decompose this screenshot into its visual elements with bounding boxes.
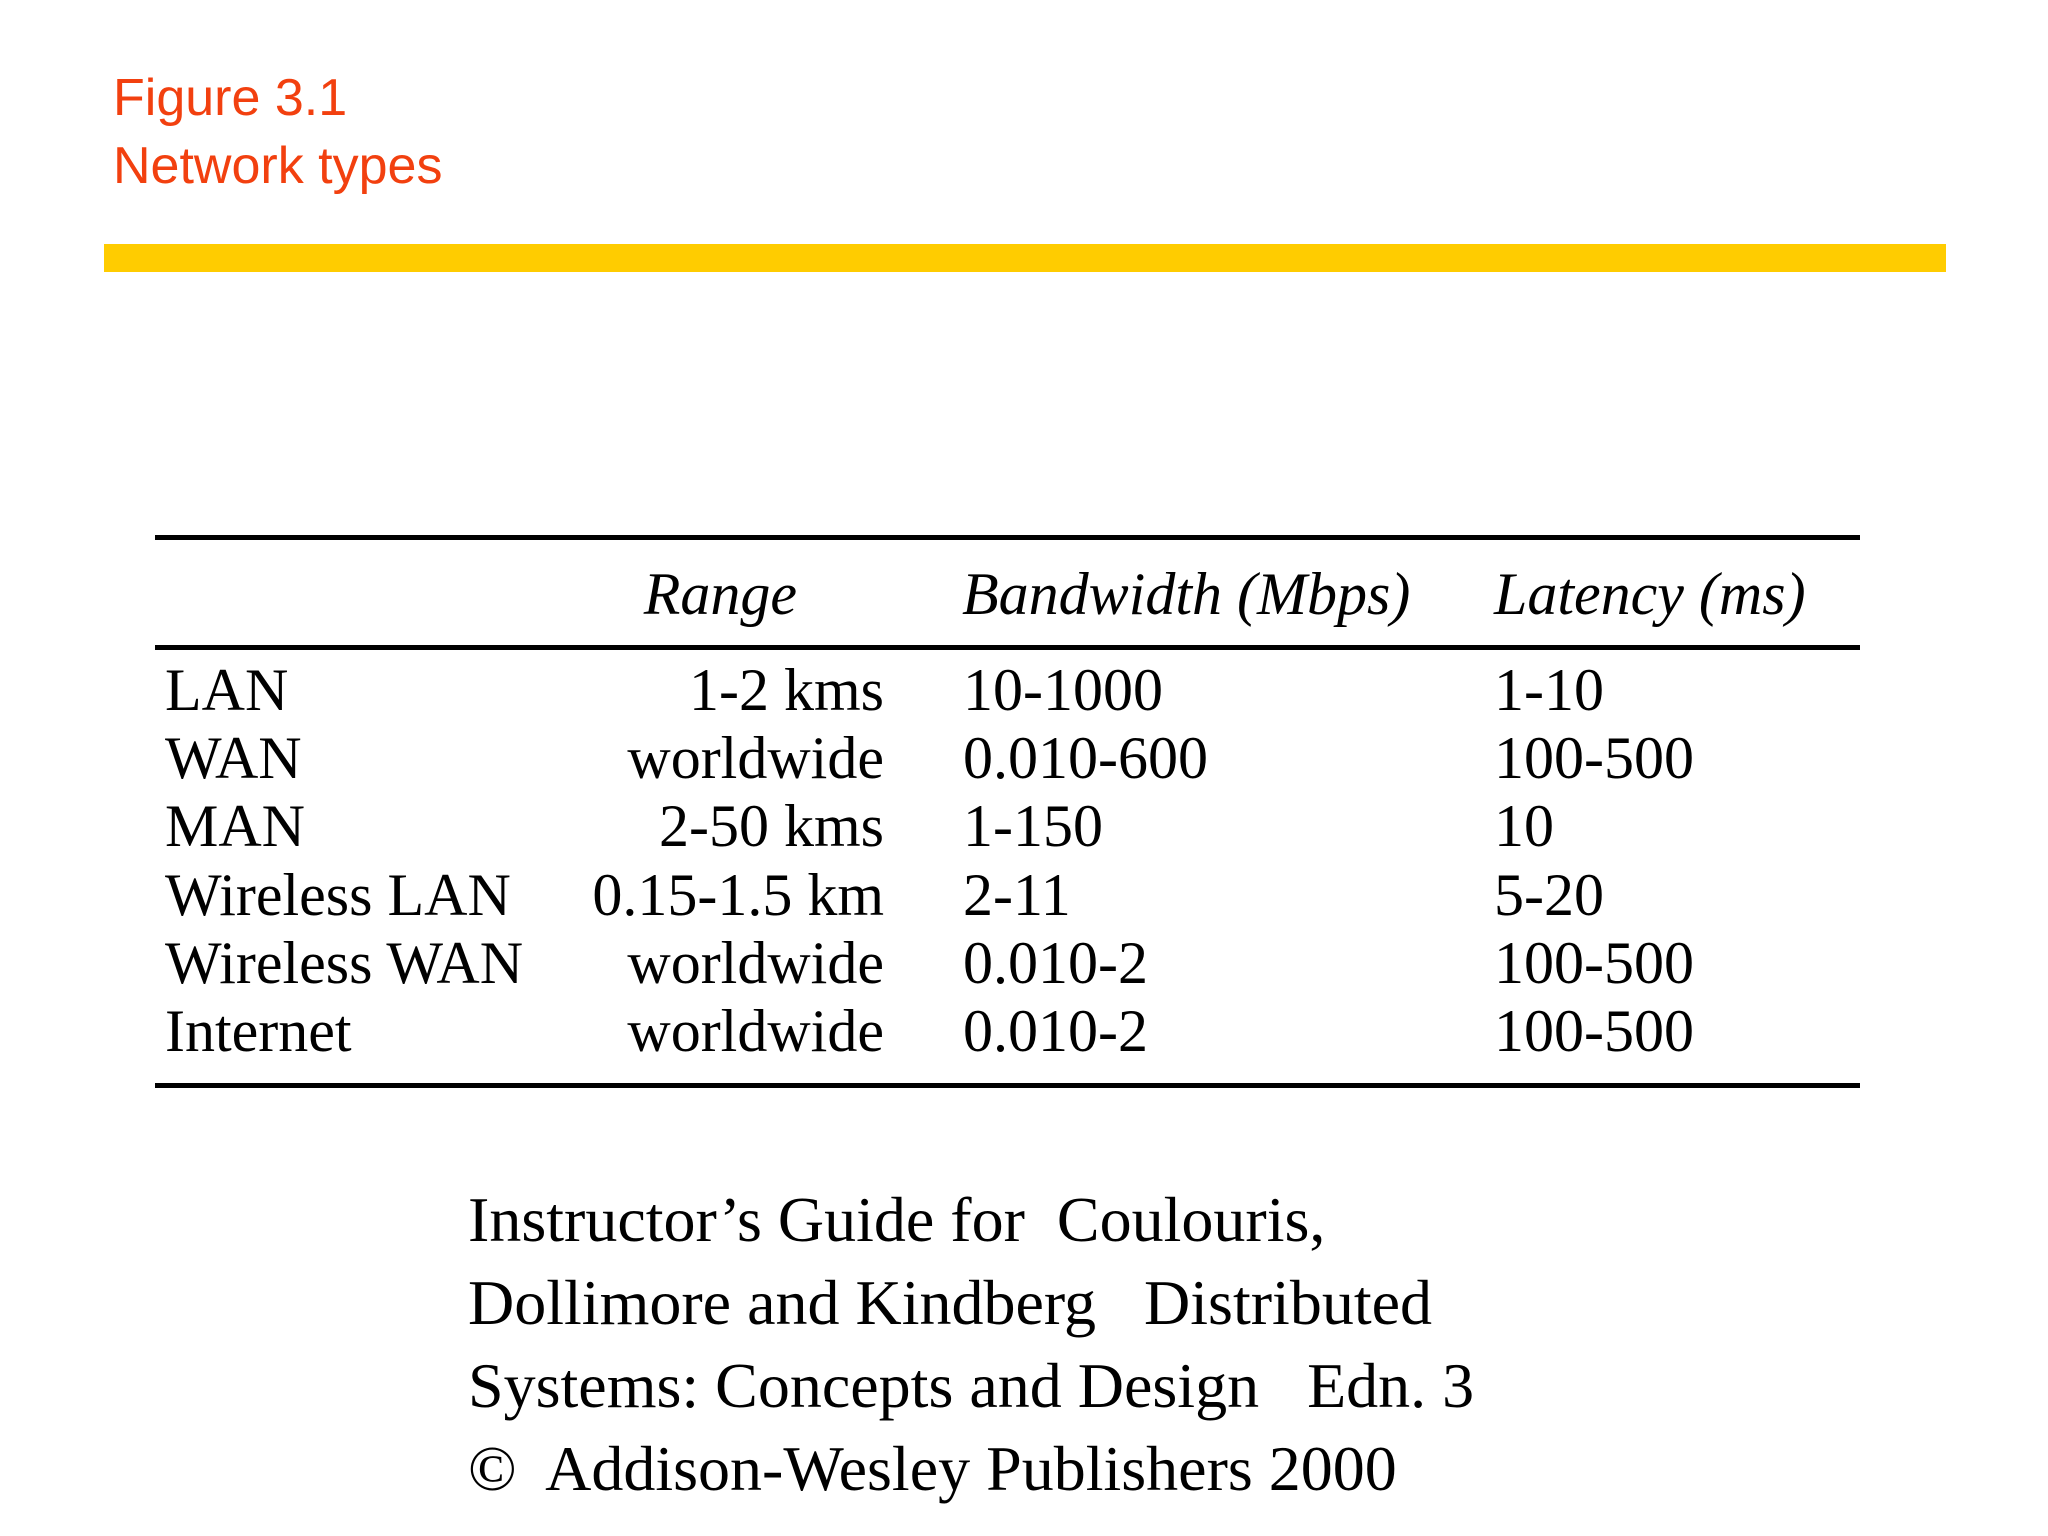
- header-latency: Latency (ms): [1494, 561, 1806, 627]
- copyright-credit: [468, 1178, 1474, 1510]
- figure-number: Figure 3.1: [113, 69, 348, 127]
- row-bandwidth: 1-150: [963, 793, 1103, 859]
- row-range: 0.15-1.5 km: [592, 862, 884, 928]
- credit-line: © Addison-Wesley Publishers 2000: [468, 1433, 1397, 1504]
- credit-line: Dollimore and Kindberg Distributed: [468, 1267, 1432, 1338]
- table-row: [0, 792, 2048, 860]
- row-latency: 10: [1494, 793, 1554, 859]
- header-bandwidth: Bandwidth (Mbps): [962, 561, 1411, 627]
- table-row: [0, 724, 2048, 792]
- row-range: worldwide: [627, 725, 884, 791]
- row-range: worldwide: [627, 930, 884, 996]
- row-name: WAN: [165, 725, 302, 791]
- table-bottom-rule: [155, 1083, 1860, 1088]
- row-latency: 5-20: [1494, 862, 1604, 928]
- figure-caption: Network types: [113, 137, 443, 195]
- row-range: 1-2 kms: [689, 657, 884, 723]
- table-row: [0, 997, 2048, 1065]
- row-bandwidth: 0.010-600: [963, 725, 1208, 791]
- row-range: worldwide: [627, 998, 884, 1064]
- row-range: 2-50 kms: [659, 793, 884, 859]
- row-bandwidth: 10-1000: [963, 657, 1163, 723]
- row-latency: 100-500: [1494, 930, 1694, 996]
- row-latency: 100-500: [1494, 998, 1694, 1064]
- row-name: Internet: [165, 998, 352, 1064]
- row-bandwidth: 0.010-2: [963, 998, 1148, 1064]
- row-name: LAN: [165, 657, 289, 723]
- title-divider-bar: [104, 244, 1946, 272]
- table-header-rule: [155, 645, 1860, 650]
- table-row: [0, 929, 2048, 997]
- row-latency: 1-10: [1494, 657, 1604, 723]
- figure-title: [113, 64, 442, 200]
- row-bandwidth: 2-11: [963, 862, 1071, 928]
- table-top-rule: [155, 535, 1860, 540]
- credit-line: Instructor’s Guide for Coulouris,: [468, 1184, 1326, 1255]
- row-name: MAN: [165, 793, 306, 859]
- row-latency: 100-500: [1494, 725, 1694, 791]
- table-row: [0, 656, 2048, 724]
- row-bandwidth: 0.010-2: [963, 930, 1148, 996]
- header-range: Range: [643, 561, 797, 627]
- credit-line: Systems: Concepts and Design Edn. 3: [468, 1350, 1475, 1421]
- row-name: Wireless WAN: [165, 930, 524, 996]
- table-row: [0, 861, 2048, 929]
- row-name: Wireless LAN: [165, 862, 511, 928]
